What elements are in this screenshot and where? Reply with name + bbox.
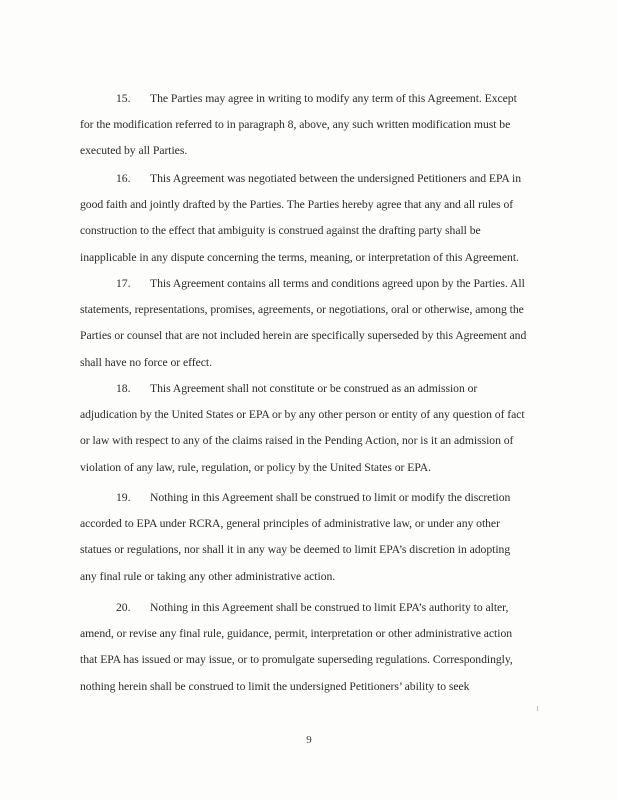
- paragraph-number: 15.: [116, 92, 131, 105]
- paragraph-line: statements, representations, promises, agreements, or negotiations, oral or otherwise, among the: [80, 303, 524, 317]
- paragraph-first-line: [80, 271, 533, 297]
- paragraph-line: for the modification referred to in paragraph 8, above, any such written modification must be: [80, 118, 511, 132]
- paragraph-line: violation of any law, rule, regulation, or policy by the United States or EPA.: [80, 460, 431, 474]
- paragraph-line: statues or regulations, nor shall it in any way be deemed to limit EPA’s discretion in adopting: [80, 543, 511, 557]
- paragraph-text: This Agreement contains all terms and conditions agreed upon by the Parties. All: [150, 277, 525, 290]
- paragraph-text: The Parties may agree in writing to modify any term of this Agreement. Except: [150, 92, 517, 105]
- paragraph-20: [80, 595, 533, 700]
- paragraph-text: This Agreement shall not constitute or be construed as an admission or: [150, 382, 478, 395]
- paragraph-line: construction to the effect that ambiguity is construed against the drafting party shall be: [80, 224, 481, 238]
- paragraph-line: executed by all Parties.: [80, 144, 188, 158]
- paragraph-number: 19.: [116, 491, 131, 504]
- paragraph-number: 17.: [116, 277, 131, 290]
- paragraph-16: [80, 166, 533, 271]
- paragraph-text: Nothing in this Agreement shall be construed to limit or modify the discretion: [150, 491, 511, 504]
- paragraph-17: [80, 271, 533, 376]
- paragraph-line: that EPA has issued or may issue, or to promulgate superseding regulations. Correspondingly,: [80, 653, 513, 667]
- paragraph-line: amend, or revise any final rule, guidance, permit, interpretation or other administrative action: [80, 627, 513, 641]
- paragraph-text: This Agreement was negotiated between the undersigned Petitioners and EPA in: [150, 172, 521, 185]
- paragraph-line: nothing herein shall be construed to limit the undersigned Petitioners’ ability to seek: [80, 679, 470, 693]
- paragraph-number: 16.: [116, 172, 131, 185]
- paragraph-line: or law with respect to any of the claims raised in the Pending Action, nor is it an admission of: [80, 434, 514, 448]
- paragraph-first-line: [80, 376, 533, 402]
- paragraph-first-line: [80, 485, 533, 511]
- paragraph-line: any final rule or taking any other administrative action.: [80, 569, 336, 583]
- paragraph-line: Parties or counsel that are not included herein are specifically superseded by this Agreement and: [80, 329, 527, 343]
- paragraph-19: [80, 485, 533, 590]
- paragraph-text: Nothing in this Agreement shall be construed to limit EPA’s authority to alter,: [150, 601, 509, 614]
- paragraph-first-line: [80, 166, 533, 192]
- page-number: 9: [306, 734, 312, 746]
- paragraph-line: accorded to EPA under RCRA, general principles of administrative law, or under any other: [80, 517, 500, 531]
- paragraph-line: inapplicable in any dispute concerning the terms, meaning, or interpretation of this Agreement.: [80, 250, 519, 264]
- paragraph-15: [80, 86, 533, 165]
- paragraph-first-line: [80, 595, 533, 621]
- paragraph-line: adjudication by the United States or EPA or by any other person or entity of any question of fact: [80, 408, 525, 422]
- paragraph-line: good faith and jointly drafted by the Parties. The Parties hereby agree that any and all rules of: [80, 198, 514, 212]
- paragraph-line: shall have no force or effect.: [80, 355, 212, 369]
- paragraph-number: 20.: [116, 601, 131, 614]
- scan-artifact: [537, 706, 538, 711]
- paragraph-18: [80, 376, 533, 481]
- paragraph-first-line: [80, 86, 533, 112]
- paragraph-number: 18.: [116, 382, 131, 395]
